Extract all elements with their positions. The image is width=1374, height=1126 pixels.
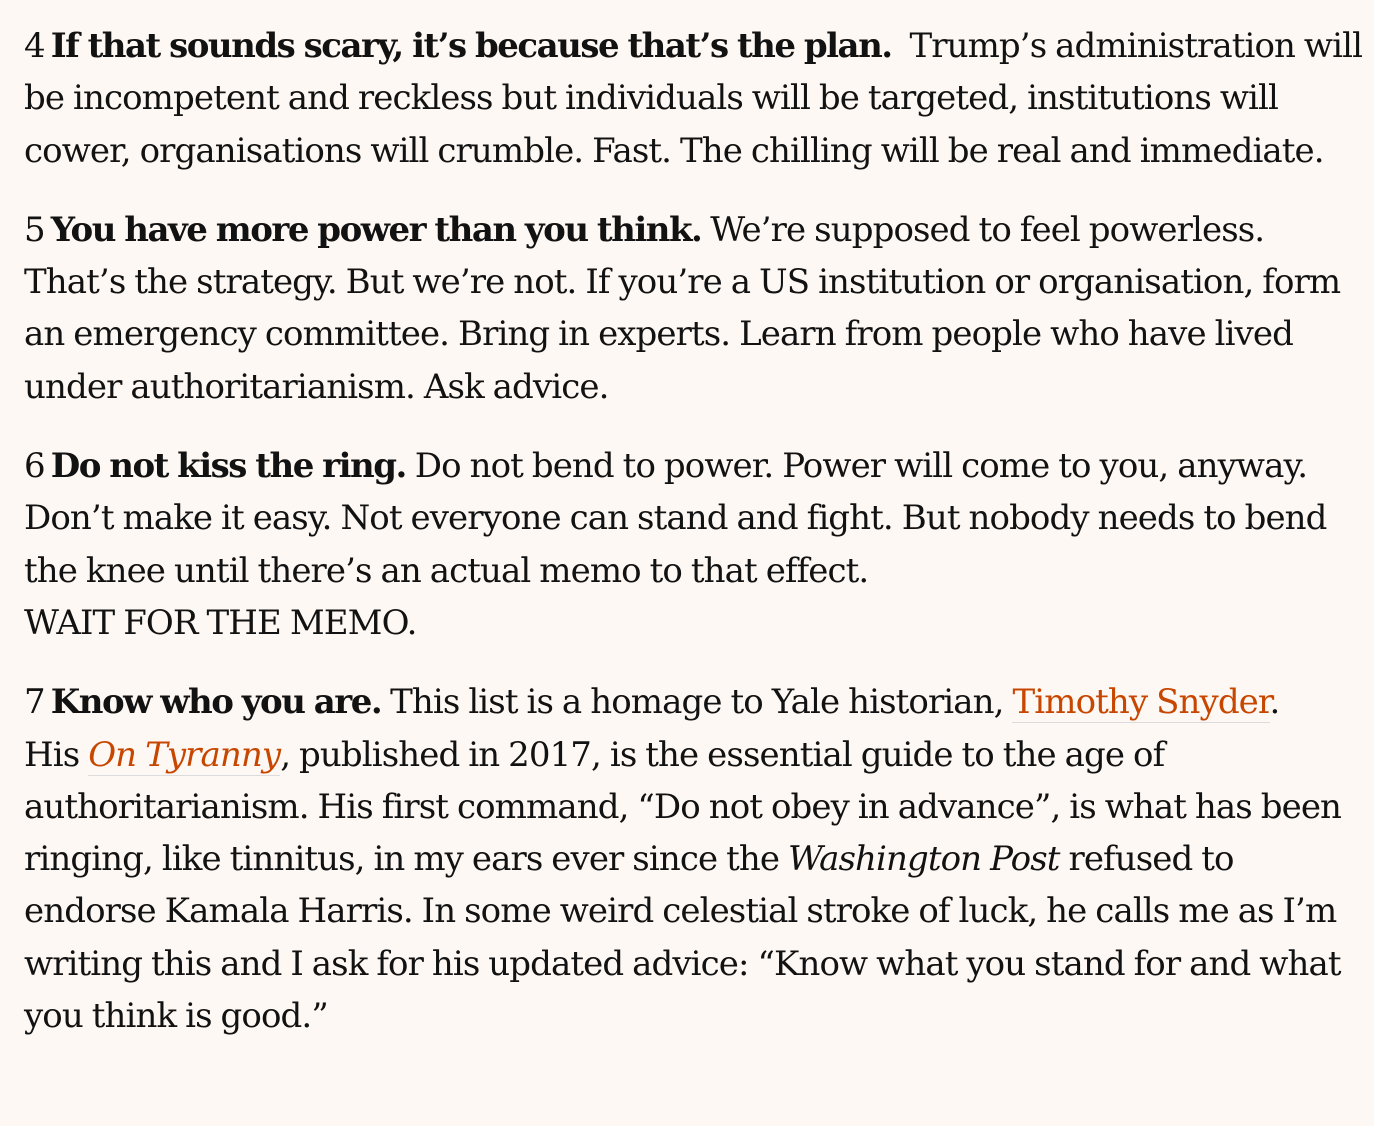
item-text: This list is a homage to Yale historian,	[390, 682, 1004, 723]
item-lead: Do not kiss the ring.	[50, 446, 406, 487]
item-text-emphasis: WAIT FOR THE MEMO.	[24, 602, 417, 643]
list-item-7	[24, 676, 1370, 1042]
item-number: 5	[24, 209, 45, 250]
timothy-snyder-link[interactable]: Timothy Snyder	[1012, 682, 1270, 723]
item-lead: Know who you are.	[50, 682, 382, 723]
item-lead: If that sounds scary, it’s because that’s the plan.	[50, 26, 892, 66]
item-text: refused to endorse Kamala Harris. In some weird celestial stroke of luck, he calls me as I’m writing this and I ask for his updated advice: “Know what you stand for and what you think is good.”	[24, 839, 1341, 1037]
item-text: We’re supposed to feel powerless. That’s the strategy. But we’re not. If you’re a US institution or organisation, form an emergency committee. Bring in experts. Learn from people who have lived under authoritarianism. Ask advice.	[24, 209, 1341, 407]
item-text: His	[24, 734, 80, 775]
on-tyranny-title: On Tyranny	[88, 734, 281, 775]
item-text: .	[1269, 682, 1280, 723]
list-item-6	[24, 440, 1370, 649]
on-tyranny-link[interactable]	[88, 735, 280, 776]
article-body	[24, 20, 1370, 1069]
washington-post-title: Washington Post	[788, 839, 1060, 880]
list-item-4	[24, 20, 1370, 177]
item-number: 4	[24, 26, 45, 66]
item-lead: You have more power than you think.	[50, 209, 702, 250]
item-text: Trump’s administration will be incompetent and reckless but individuals will be targeted, institutions will cower, organisations will crumble. Fast. The chilling will be real and immediate.	[24, 26, 1363, 171]
item-number: 6	[24, 446, 45, 487]
item-number: 7	[24, 682, 45, 723]
item-text: , published in 2017, is the essential guide to the age of authoritarianism. His first command, “Do not obey in advance”, is what has been ringing, like tinnitus, in my ears ever since the	[24, 734, 1342, 880]
list-item-5	[24, 204, 1370, 413]
item-text: Do not bend to power. Power will come to you, anyway. Don’t make it easy. Not everyone can stand and fight. But nobody needs to bend the knee until there’s an actual memo to that effect.	[24, 446, 1327, 591]
